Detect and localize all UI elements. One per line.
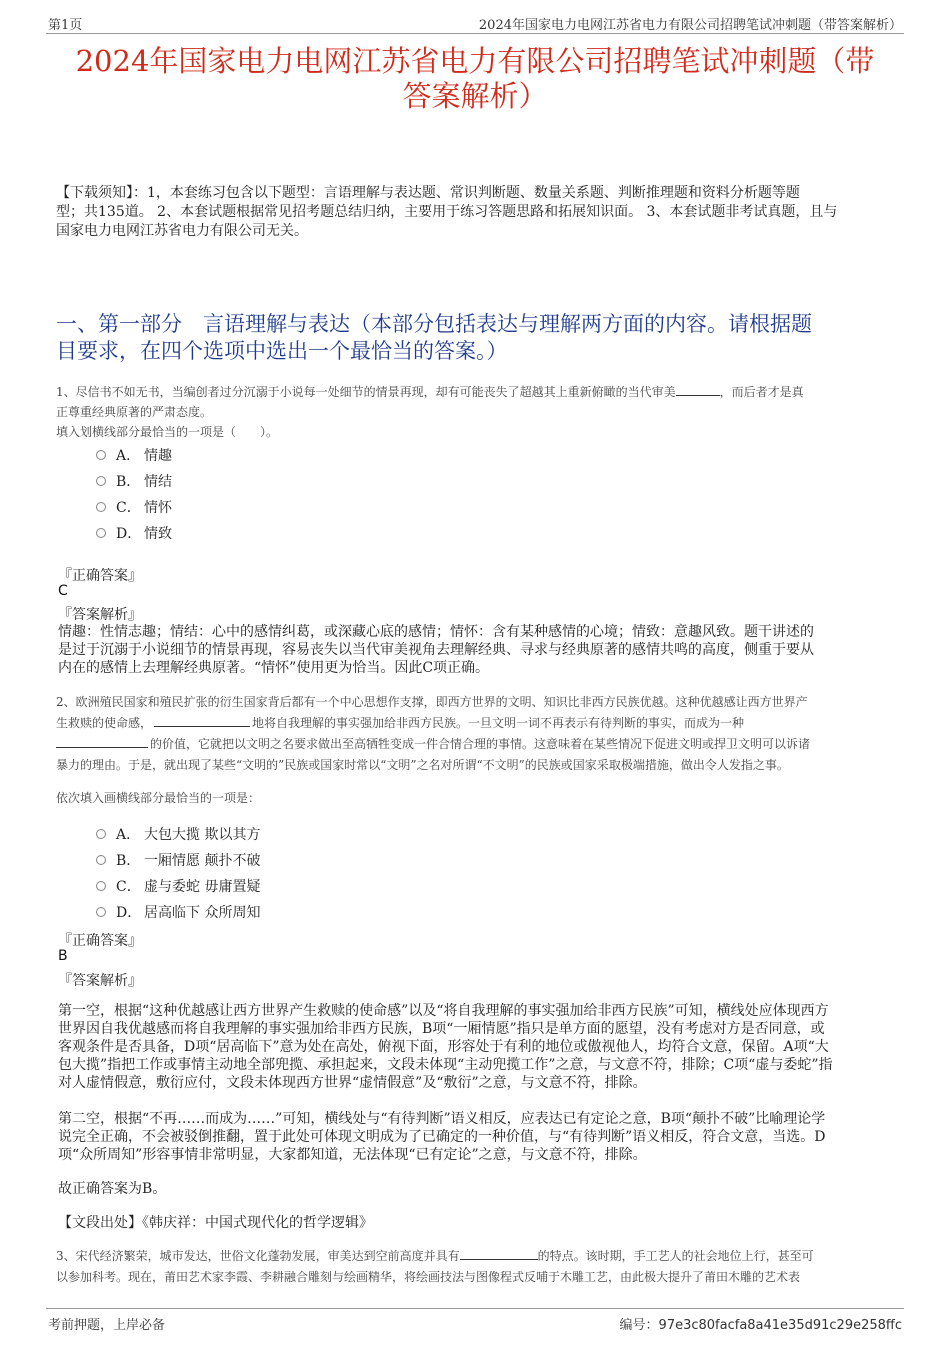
radio-icon[interactable] [96,476,106,486]
analysis-line: 对人虚情假意，敷衍应付，文段未体现西方世界“虚情假意”及“敷衍”之意，与文意不符，排除。 [58,1075,647,1091]
q2-option-a[interactable] [96,824,260,844]
q2-option-d[interactable] [96,902,260,922]
option-text: 情结 [144,474,172,490]
notice-line-1: 【下载须知】：1，本套练习包含以下题型：言语理解与表达题、常识判断题、数量关系题、判断推理题和资料分析题等题 [56,185,800,201]
q1-option-b[interactable] [96,471,172,491]
section-line-1: 一、第一部分 言语理解与表达（本部分包括表达与理解两方面的内容。请根据题 [56,312,812,336]
page-number: 第1页 [48,18,83,33]
option-letter: D． [116,526,142,542]
q2-text-b: 地将自我理解的事实强加给非西方民族。一旦文明一词不再表示有待判断的事实，而成为一种 [252,716,745,730]
q1-analysis-line-2: 是过于沉溺于小说细节的情景再现，容易丧失以当代审美视角去理解经典、寻求与经典原著的感情共鸣的高度，侧重于要从 [58,642,814,658]
q3-line-2: 以参加科考。现在，莆田艺术家李霞、李耕融合雕刻与绘画精华，将绘画技法与图像程式反哺于木雕工艺，由此极大提升了莆田木雕的艺术表 [56,1270,801,1284]
header-divider [46,33,904,34]
analysis-line: 说完全正确，不会被驳倒推翻，置于此处可体现文明成为了已确定的一种价值，与“有待判断”语义相反，符合文意，当选。D [58,1129,826,1145]
q1-answer: C [58,583,68,599]
analysis-line: 包大揽”指把工作或事情主动地全部兜揽、承担起来，文段未体现“主动兜揽工作”之意，与文意不符，排除；C项“虚与委蛇”指 [58,1057,833,1073]
title-line-2: 答案解析） [402,79,548,113]
q2-line-3: 的价值，它就把以文明之名要求做出至高牺牲变成一件合情合理的事情。这意味着在某些情况下促进文明或捍卫文明可以诉诸 [150,737,811,751]
q2-analysis-label: 『答案解析』 [58,973,142,989]
notice-line-3: 国家电力电网江苏省电力有限公司无关。 [56,223,308,239]
q2-instruction: 依次填入画横线部分最恰当的一项是： [56,791,261,805]
option-text: 虚与委蛇 毋庸置疑 [144,879,261,895]
q2-option-c[interactable] [96,876,260,896]
q2-line-1: 2、欧洲殖民国家和殖民扩张的衍生国家背后都有一个中心思想作支撑，即西方世界的文明、知识比非西方民族优越。这种优越感让西方世界产 [56,695,808,709]
q1-option-c[interactable] [96,497,172,517]
option-letter: A． [116,448,141,464]
option-letter: D． [116,905,142,921]
fill-blank [56,735,148,748]
q3-text-b: 的特点。该时期，手工艺人的社会地位上行，甚至可 [537,1249,814,1263]
option-letter: B． [116,474,141,490]
question-1-stem [56,382,896,442]
title-line-1: 2024年国家电力电网江苏省电力有限公司招聘笔试冲刺题（带 [75,44,875,78]
q1-analysis-line-3: 内在的感情上去理解经典原著。“情怀”使用更为恰当。因此C项正确。 [58,660,490,676]
fill-blank [154,714,250,727]
q2-analysis-para-2 [58,1110,886,1164]
option-text: 情致 [144,526,172,542]
option-text: 情怀 [144,500,172,516]
q1-text-b: ，而后者才是真 [719,385,804,399]
fill-blank [676,383,720,396]
q2-text-a: 生救赎的使命感， [56,716,153,730]
section-line-2: 目要求，在四个选项中选出一个最恰当的答案。） [56,339,508,363]
q1-text-a: 1、尽信书不如无书，当编创者过分沉溺于小说每一处细节的情景再现，却有可能丧失了超越其上重新俯瞰的当代审美 [56,385,676,399]
q1-analysis-label: 『答案解析』 [58,607,142,623]
q1-analysis [58,623,886,677]
q2-conclusion: 故正确答案为B。 [58,1181,167,1197]
option-text: 一厢情愿 颠扑不破 [144,853,261,869]
q1-line-2: 正尊重经典原著的严肃态度。 [56,405,213,419]
option-text: 居高临下 众所周知 [144,905,261,921]
option-letter: B． [116,853,141,869]
q2-analysis-para-1 [58,1002,886,1092]
q1-option-a[interactable] [96,445,172,465]
header-doc-title: 2024年国家电力电网江苏省电力有限公司招聘笔试冲刺题（带答案解析） [478,18,902,33]
radio-icon[interactable] [96,829,106,839]
section-heading [56,311,896,365]
radio-icon[interactable] [96,881,106,891]
radio-icon[interactable] [96,855,106,865]
radio-icon[interactable] [96,528,106,538]
analysis-line: 项“众所周知”形容事情非常明显，大家都知道，无法体现“已有定论”之意，与文意不符，排除。 [58,1147,647,1163]
q1-analysis-line-1: 情趣：性情志趣；情结：心中的感情纠葛，或深藏心底的感情；情怀：含有某种感情的心境；情致：意趣风致。题干讲述的 [58,624,814,640]
page-title [48,44,902,114]
analysis-line: 第二空，根据“不再……而成为……”可知，横线处与“有待判断”语义相反，应表达已有定论之意，B项“颠扑不破”比喻理论学 [58,1111,826,1127]
analysis-line: 第一空，根据“这种优越感让西方世界产生救赎的使命感”以及“将自我理解的事实强加给非西方民族”可知，横线处应体现西方 [58,1003,829,1019]
q1-answer-label: 『正确答案』 [58,568,142,584]
q2-option-b[interactable] [96,850,260,870]
option-text: 情趣 [144,448,172,464]
question-2-stem [56,692,896,776]
q1-line-3: 填入划横线部分最恰当的一项是（ ）。 [56,425,279,439]
radio-icon[interactable] [96,450,106,460]
analysis-line: 客观条件是否具备，D项“居高临下”意为处在高处，俯视下面，形容处于有利的地位或傲视他人，均符合文意，保留。A项“大 [58,1039,829,1055]
q2-answer-label: 『正确答案』 [58,933,142,949]
option-text: 大包大揽 欺以其方 [144,827,261,843]
q2-line-4: 暴力的理由。于是，就出现了某些“文明的”民族或国家时常以“文明”之名对所谓“不文明”的民族或国家采取极端措施，做出令人发指之事。 [56,758,789,772]
analysis-line: 世界因自我优越感而将自我理解的事实强加给非西方民族，B项“一厢情愿”指只是单方面的愿望，没有考虑对方是否同意，或 [58,1021,825,1037]
radio-icon[interactable] [96,502,106,512]
q2-source: 【文段出处】《韩庆祥：中国式现代化的哲学逻辑》 [58,1215,373,1231]
download-notice [56,184,896,241]
footer-slogan: 考前押题，上岸必备 [48,1318,166,1333]
code-value: 97e3c80facfa8a41e35d91c29e258ffc [658,1318,902,1333]
footer-divider [46,1308,904,1309]
radio-icon[interactable] [96,907,106,917]
option-letter: C． [116,500,141,516]
q2-answer: B [58,948,68,964]
q3-text-a: 3、宋代经济繁荣，城市发达，世俗文化蓬勃发展，审美达到空前高度并具有 [56,1249,460,1263]
code-label: 编号： [619,1318,659,1333]
q1-option-d[interactable] [96,523,172,543]
option-letter: C． [116,879,141,895]
fill-blank [460,1247,538,1260]
option-letter: A． [116,827,141,843]
notice-line-2: 型；共135道。 2、本套试题根据常见招考题总结归纳，主要用于练习答题思路和拓展知识面。 3、本套试题非考试真题，且与 [56,204,838,220]
footer-code [620,1314,902,1333]
question-3-stem [56,1246,896,1288]
